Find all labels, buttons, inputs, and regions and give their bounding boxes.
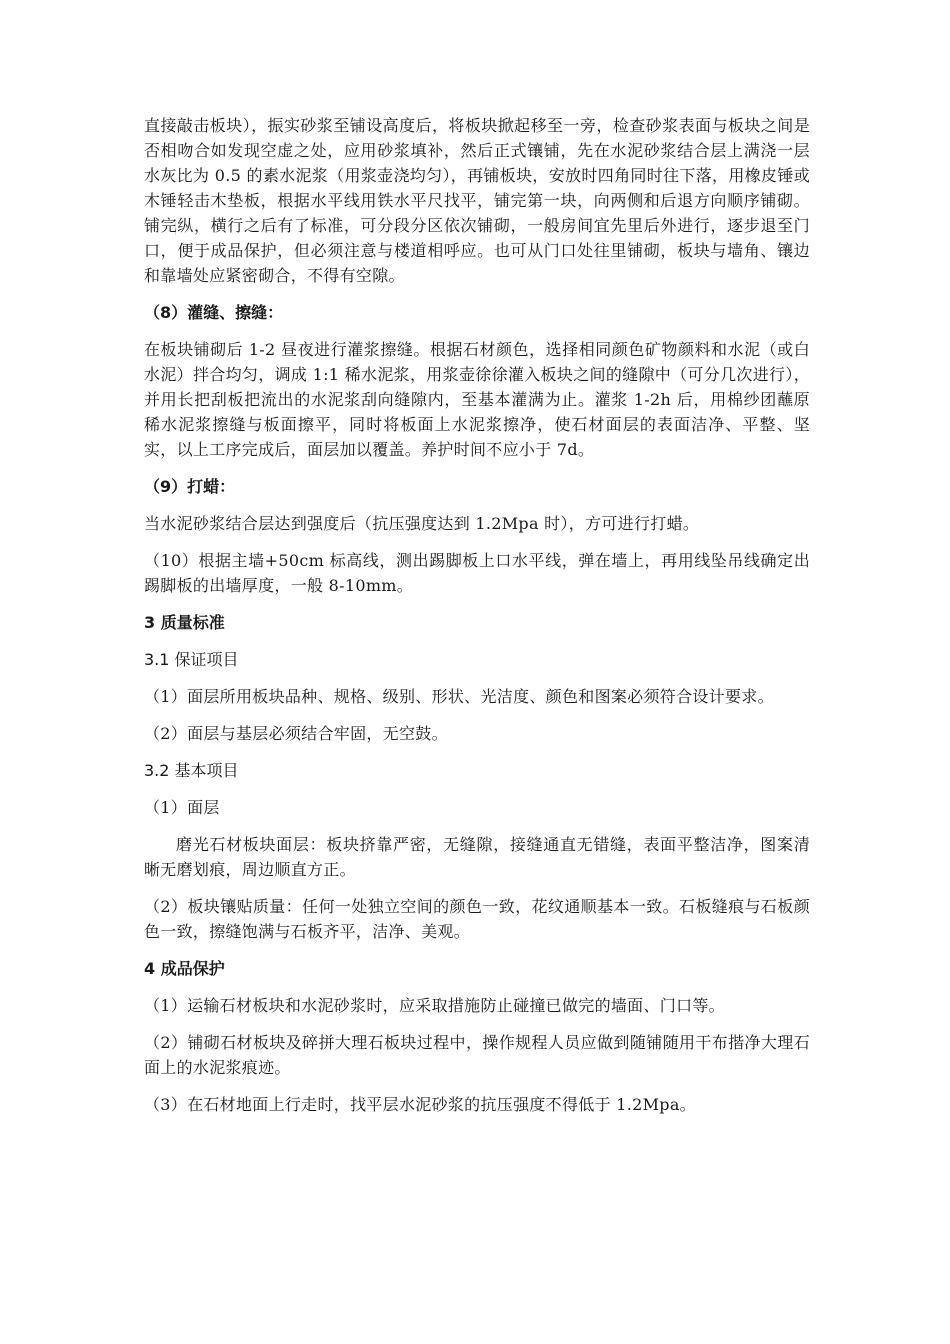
heading-grouting: （8）灌缝、擦缝：: [144, 303, 284, 322]
list-item-protection-3: （3）在石材地面上行走时，找平层水泥砂浆的抗压强度不得低于 1.2Mpa。: [144, 1095, 696, 1114]
heading-product-protection: 4 成品保护: [144, 959, 225, 978]
paragraph-polished-surface: 磨光石材板块面层：板块挤靠严密，无缝隙，接缝通直无错缝，表面平整洁净，图案清晰无磨划痕，周边顺直方正。: [144, 835, 810, 879]
paragraph-skirting: （10）根据主墙+50cm 标高线，测出踢脚板上口水平线，弹在墙上，再用线坠吊线确定出踢脚板的出墙厚度，一般 8-10mm。: [144, 551, 810, 595]
list-item-basic-2: （2）板块镶贴质量：任何一处独立空间的颜色一致，花纹通顺基本一致。石板缝痕与石板颜色一致，擦缝饱满与石板齐平，洁净、美观。: [144, 897, 810, 941]
subheading-basic-items: 3.2 基本项目: [144, 761, 239, 780]
paragraph-waxing: 当水泥砂浆结合层达到强度后（抗压强度达到 1.2Mpa 时），方可进行打蜡。: [144, 514, 700, 533]
list-item-basic-1: （1）面层: [144, 798, 220, 817]
list-item-protection-1: （1）运输石材板块和水泥砂浆时，应采取措施防止碰撞已做完的墙面、门口等。: [144, 996, 725, 1015]
paragraph-paving-procedure: 直接敲击板块），振实砂浆至铺设高度后，将板块掀起移至一旁，检查砂浆表面与板块之间是否相吻合如发现空虚之处，应用砂浆填补，然后正式镶铺，先在水泥砂浆结合层上满浇一层水灰比为 0.5 的素水泥浆（用浆壶浇均匀），再铺板块，安放时四角同时往下落，用橡皮锤或木锤轻击木垫板，根据水平线用铁水平尺找平，铺完第一块，向两侧和后退方向顺序铺砌。铺完纵，横行之后有了标准，可分段分区依次铺砌，一般房间宜先里后外进行，逐步退至门口，便于成品保护，但必须注意与楼道相呼应。也可从门口处往里铺砌，板块与墙角、镶边和靠墙处应紧密砌合，不得有空隙。: [144, 116, 810, 285]
list-item-guarantee-1: （1）面层所用板块品种、规格、级别、形状、光洁度、颜色和图案必须符合设计要求。: [144, 687, 774, 706]
subheading-guarantee-items: 3.1 保证项目: [144, 650, 239, 669]
list-item-protection-2: （2）铺砌石材板块及碎拼大理石板块过程中，操作规程人员应做到随铺随用干布揩净大理石面上的水泥浆痕迹。: [144, 1033, 810, 1077]
list-item-guarantee-2: （2）面层与基层必须结合牢固，无空鼓。: [144, 724, 448, 743]
heading-waxing: （9）打蜡：: [144, 477, 236, 496]
heading-quality-standard: 3 质量标准: [144, 613, 225, 632]
paragraph-grouting: 在板块铺砌后 1-2 昼夜进行灌浆擦缝。根据石材颜色，选择相同颜色矿物颜料和水泥（或白水泥）拌合均匀，调成 1:1 稀水泥浆，用浆壶徐徐灌入板块之间的缝隙中（可分几次进行），并用长把刮板把流出的水泥浆刮向缝隙内，至基本灌满为止。灌浆 1-2h 后，用棉纱团蘸原稀水泥浆擦缝与板面擦平，同时将板面上水泥浆擦净，使石材面层的表面洁净、平整、坚实，以上工序完成后，面层加以覆盖。养护时间不应小于 7d。: [144, 340, 810, 459]
document-body: [144, 113, 810, 1129]
